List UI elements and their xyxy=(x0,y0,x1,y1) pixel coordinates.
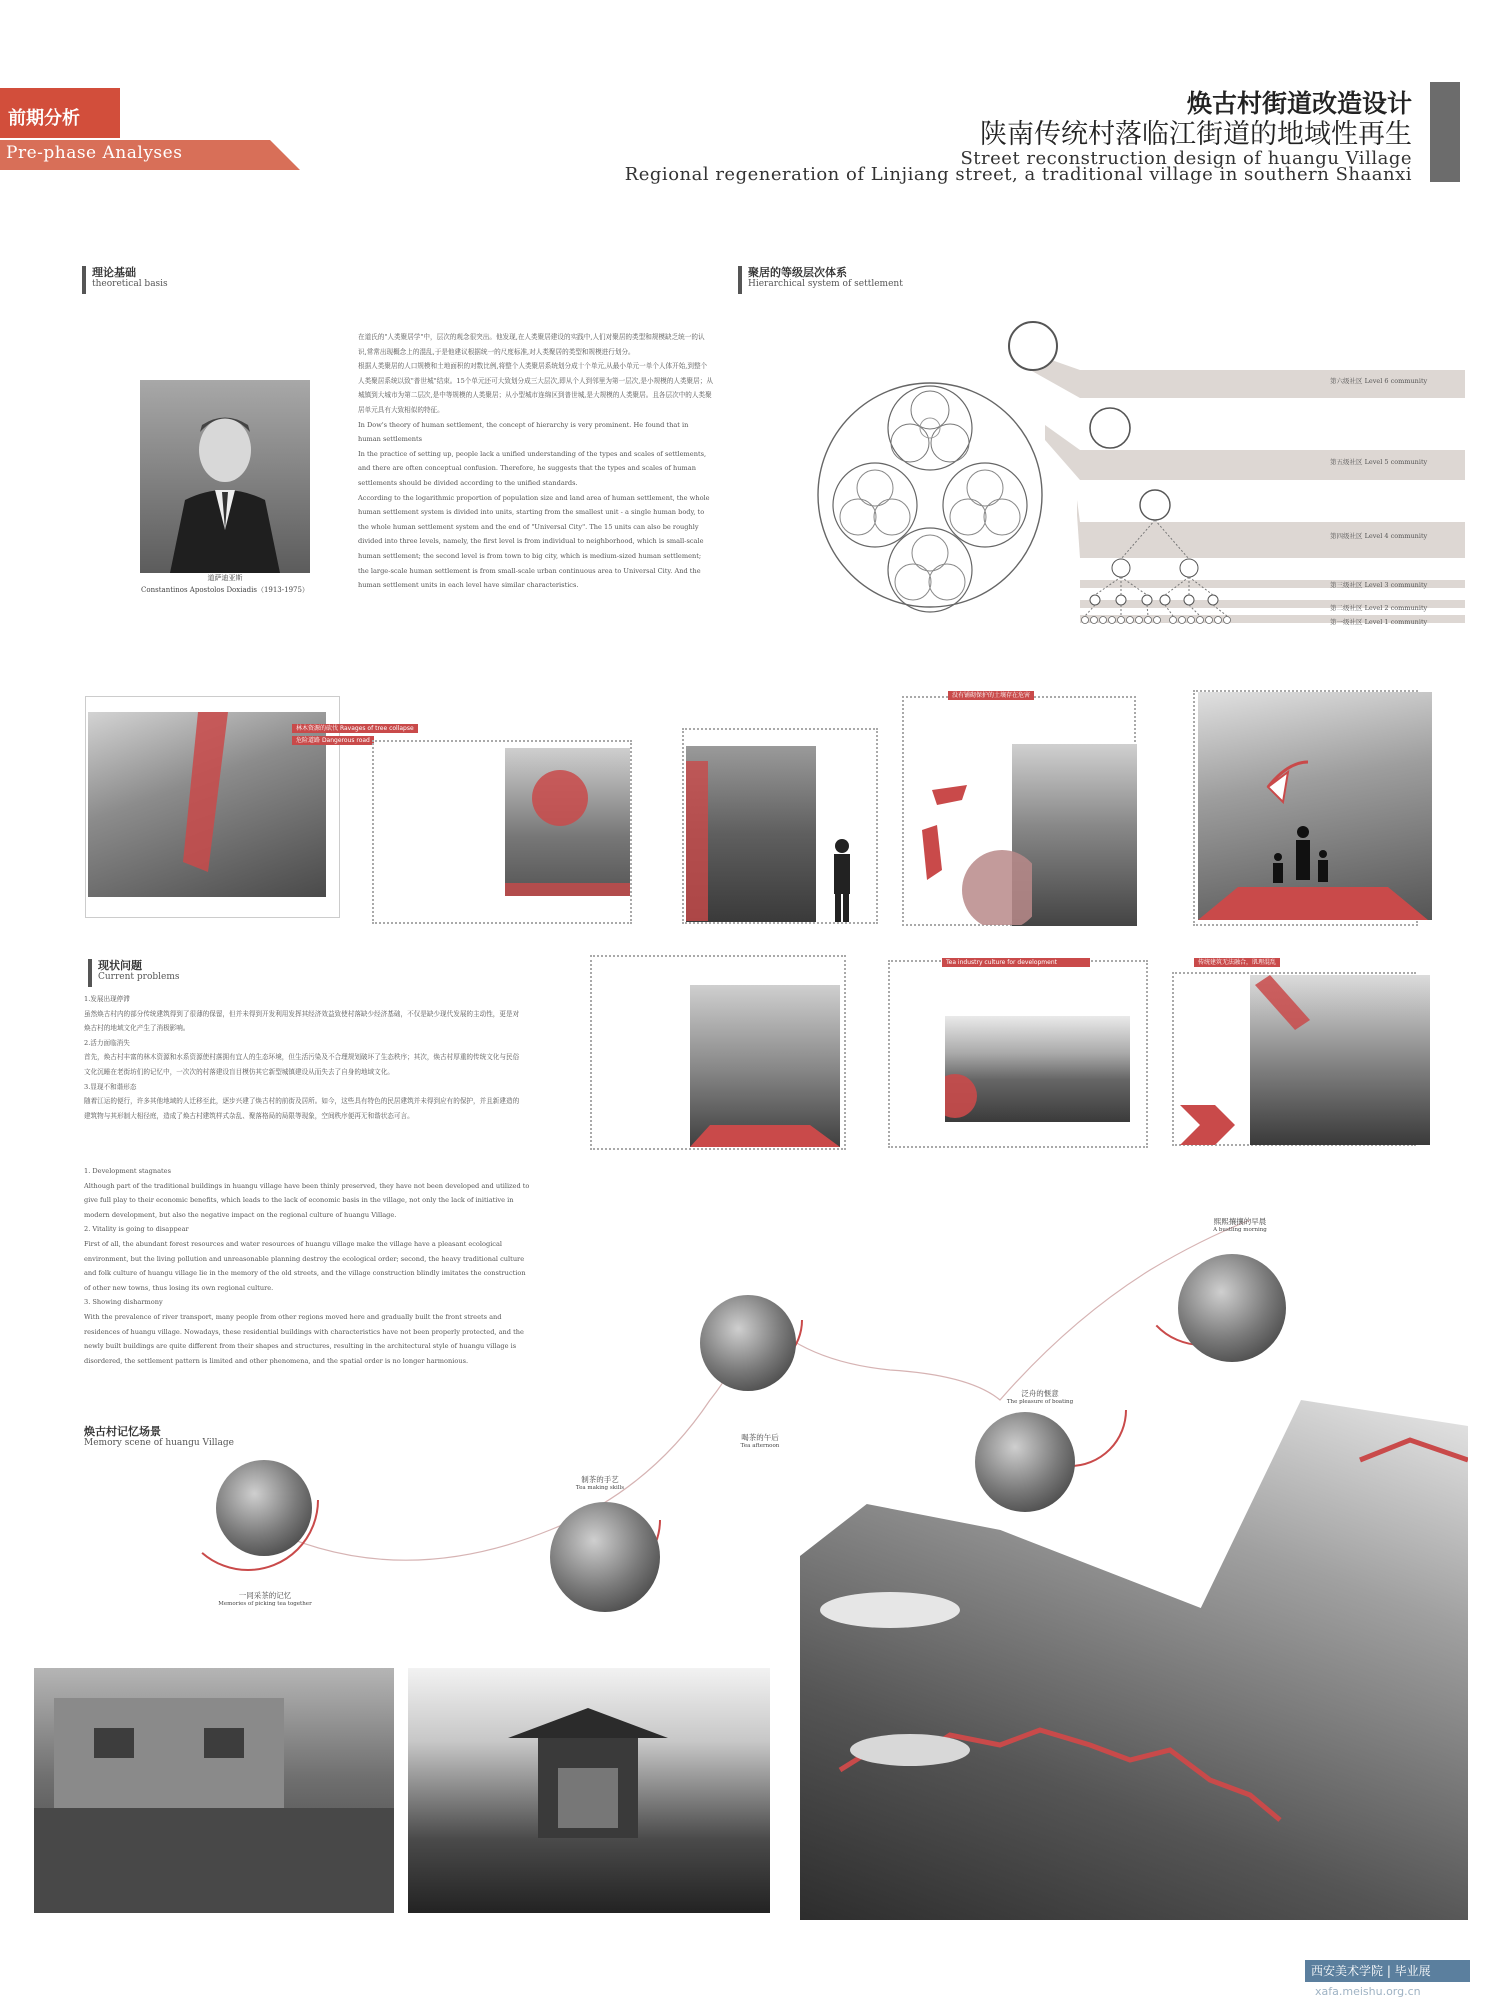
photo-felled-trees xyxy=(88,712,326,897)
photo-tea-field xyxy=(945,1016,1130,1122)
watermark-brand: 西安美术学院 | 毕业展 xyxy=(1305,1960,1470,1982)
page-subtitle: 陕南传统村落临江街道的地域性再生 xyxy=(980,119,1412,150)
memory-photo-tea-making xyxy=(550,1502,660,1612)
page-subtitle-en: Regional regeneration of Linjiang street, a traditional village in southern Shaanxi xyxy=(624,164,1412,185)
page-title: 焕古村街道改造设计 xyxy=(1186,89,1412,118)
level-4-label: 第四级社区 Level 4 community xyxy=(1330,532,1428,540)
portrait-caption-cn: 道萨迪亚斯 xyxy=(207,574,243,582)
photo-ruined-house xyxy=(34,1668,394,1913)
memory-photo-tea-picking xyxy=(216,1460,312,1556)
watermark-url: xafa.meishu.org.cn xyxy=(1315,1985,1421,1998)
memory-photo-boating xyxy=(975,1412,1075,1512)
memory-label-2: 制茶的手艺 Tea making skills xyxy=(575,1475,625,1491)
theory-para-en-2: In the practice of setting up, people lack a unified understanding of the types and scales of settlements, and there are often conceptual confusion. Therefore, he suggests that the types and scales of human settlements should be divided according to the unified standards. xyxy=(358,449,707,487)
memory-path-line xyxy=(190,1200,1290,1620)
problems-text-en: 1. Development stagnates Although part of the traditional buildings in huangu village have been thinly preserved, they have not been developed and utilized to give full play to their economic benefits, which leads to the lack of economic basis in the village, not only the lack of initiative in modern development, but also the negative impact on the regional culture of huangu Village. 2. Vitality is going to disappear First of all, the abundant forest resources and water resources of huangu village make the village have a pleasant ecological environment, but the living pollution and unreasonable planning destroy the ecological order; second, the heavy traditional culture and folk culture of huangu village lie in the memory of the old streets, and the village construction blindly imitates the construction of other new towns, thus losing its own regional culture. 3. Showing disharmony With the prevalence of river transport, many people from other regions moved here and gradually built the front streets and residences of huangu village. Nowadays, these residential buildings with characteristics have not been properly protected, and the newly built buildings are quite different from their shapes and structures, resulting in the architectural style of huangu village is disordered, the settlement pattern is limited and other phenomena, and the spatial order is no longer harmonious. xyxy=(84,1167,530,1365)
section-tag-cn: 前期分析 xyxy=(8,108,80,129)
theory-para-cn-2: 根据人类聚居的人口规模和土地面积的对数比例,将整个人类聚居系统划分成十个单元,从最小单元一单个人体开始,到整个人类聚居系统以致"普世城"结束。15个单元还可大致划分成三大层次,即从个人到邻里为第一层次,是小规模的人类聚居；从城镇到大城市为第二层次,是中等规模的人类聚居；从小型城市连绵区到普世城,是大规模的人类聚居。且各层次中的人类聚居单元具有大致相似的特征。 xyxy=(358,362,713,414)
section-tag-en: Pre-phase Analyses xyxy=(6,143,183,163)
theory-para-en-1: In Dow's theory of human settlement, the concept of hierarchy is very prominent. He found that in human settlements xyxy=(358,420,689,444)
memory-label-5: 熙熙攘攘的早晨 A bustling morning xyxy=(1213,1217,1267,1233)
memory-heading-en: Memory scene of huangu Village xyxy=(84,1438,234,1448)
portrait-caption xyxy=(130,572,320,596)
problems-heading-cn: 现状问题 xyxy=(98,959,142,972)
doxiadis-portrait xyxy=(140,380,310,573)
level-6-label: 第六级社区 Level 6 community xyxy=(1330,377,1428,385)
memory-photo-tea-afternoon xyxy=(700,1295,796,1391)
theory-text xyxy=(358,330,713,593)
level-3-label: 第三级社区 Level 3 community xyxy=(1330,581,1428,589)
theory-para-cn-1: 在道氏的"人类聚居学"中，层次的观念很突出。他发现,在人类聚居建设的实践中,人们对聚居的类型和规模缺乏统一的认识,常常出现概念上的混乱,于是他建议根据统一的尺度标准,对人类聚居的类型和规模进行划分。 xyxy=(358,333,705,356)
red-arrow-shape xyxy=(1180,1105,1240,1145)
problems-heading-en: Current problems xyxy=(98,972,180,982)
photo-stairs xyxy=(686,746,816,922)
memory-photo-morning xyxy=(1178,1254,1286,1362)
photo-street xyxy=(1250,975,1430,1145)
level-5-label: 第五级社区 Level 5 community xyxy=(1330,458,1428,466)
problems-text-cn: 1.发展出现停滞 虽然焕古村内的部分传统建筑得到了很薄的保留，但并未得到开发利用发挥其经济效益致使村落缺少经济基础，不仅是缺少现代发展的主动性，更是对焕古村的地域文化产生了消极影响。 2.活力面临消失 首先，焕古村丰富的林木资源和水系资源使村落拥有宜人的生态环境，但生活污染及不合理规划破坏了生态秩序；其次，焕古村厚重的传统文化与民俗文化沉睡在老街坊们的记忆中，一次次的村落建设盲目模仿其它新型城镇建设从而失去了自身的地域文化。 3.显现不和谐形态 随着江运的便行，许多其他地域的人迁移至此，逐步兴建了焕古村的前街及居所。如今，这些具有特色的民居建筑并未得到应有的保护，并且新建造的建筑物与其形制大相径庭，造成了焕古村建筑样式杂乱、聚落格局的局限等现象，空间秩序便再无和谐状态可言。 xyxy=(84,995,520,1120)
memory-heading-cn: 焕古村记忆场景 xyxy=(84,1425,161,1438)
tag-dangerous-road: 危险道路 Dangerous road xyxy=(292,736,374,745)
page-title-en: Street reconstruction design of huangu Village xyxy=(960,148,1412,169)
hierarchy-diagram xyxy=(815,310,1475,650)
silhouette-person xyxy=(828,836,858,922)
theory-para-en-3: According to the logarithmic proportion of population size and land area of human settlement, the whole human settlement system is divided into units, starting from the smallest unit - a single human body, to the whole human settlement system and the end of "Universal City". The 15 units can also be roughly divided into three levels, namely, the first level is from individual to neighborhood, which is small-scale human settlement; the second level is from town to big city, which is medium-sized human settlement; the large-scale human settlement is from small-scale urban continuous area to Universal City. And the human settlement units in each level have similar characteristics. xyxy=(358,493,710,590)
hierarchy-heading-cn: 聚居的等级层次体系 xyxy=(748,266,847,279)
photo-path xyxy=(1198,692,1432,920)
memory-label-3: 喝茶的午后 Tea afternoon xyxy=(740,1433,780,1449)
level-1-label: 第一级社区 Level 1 community xyxy=(1330,618,1428,626)
photo-temple xyxy=(408,1668,770,1913)
memory-label-1: 一同采茶的记忆 Memories of picking tea together xyxy=(218,1591,312,1607)
theory-heading-en: theoretical basis xyxy=(92,279,168,289)
title-accent-bar xyxy=(1430,82,1460,182)
photo-old-house xyxy=(505,748,630,896)
photo-newbuild xyxy=(690,985,840,1147)
theory-heading-cn: 理论基础 xyxy=(92,266,136,279)
portrait-caption-en: Constantinos Apostolos Doxiadis（1913-1975） xyxy=(141,586,309,594)
tag-tree-felling: 林木资源的砍伐 Ravages of tree collapse xyxy=(292,724,418,733)
level-2-label: 第二级社区 Level 2 community xyxy=(1330,604,1428,612)
hillside-red-shapes xyxy=(912,780,1032,925)
memory-label-4: 泛舟的惬意 The pleasure of boating xyxy=(1006,1389,1074,1405)
tag-style-conflict: 传统建筑无法融合，肌理混乱 xyxy=(1194,958,1280,967)
hierarchy-heading-en: Hierarchical system of settlement xyxy=(748,279,903,289)
tag-soil-hazard: 没有铺砌保护的土壤存在危害 xyxy=(948,691,1034,700)
tag-tea-industry: Tea industry culture for development xyxy=(942,958,1090,967)
